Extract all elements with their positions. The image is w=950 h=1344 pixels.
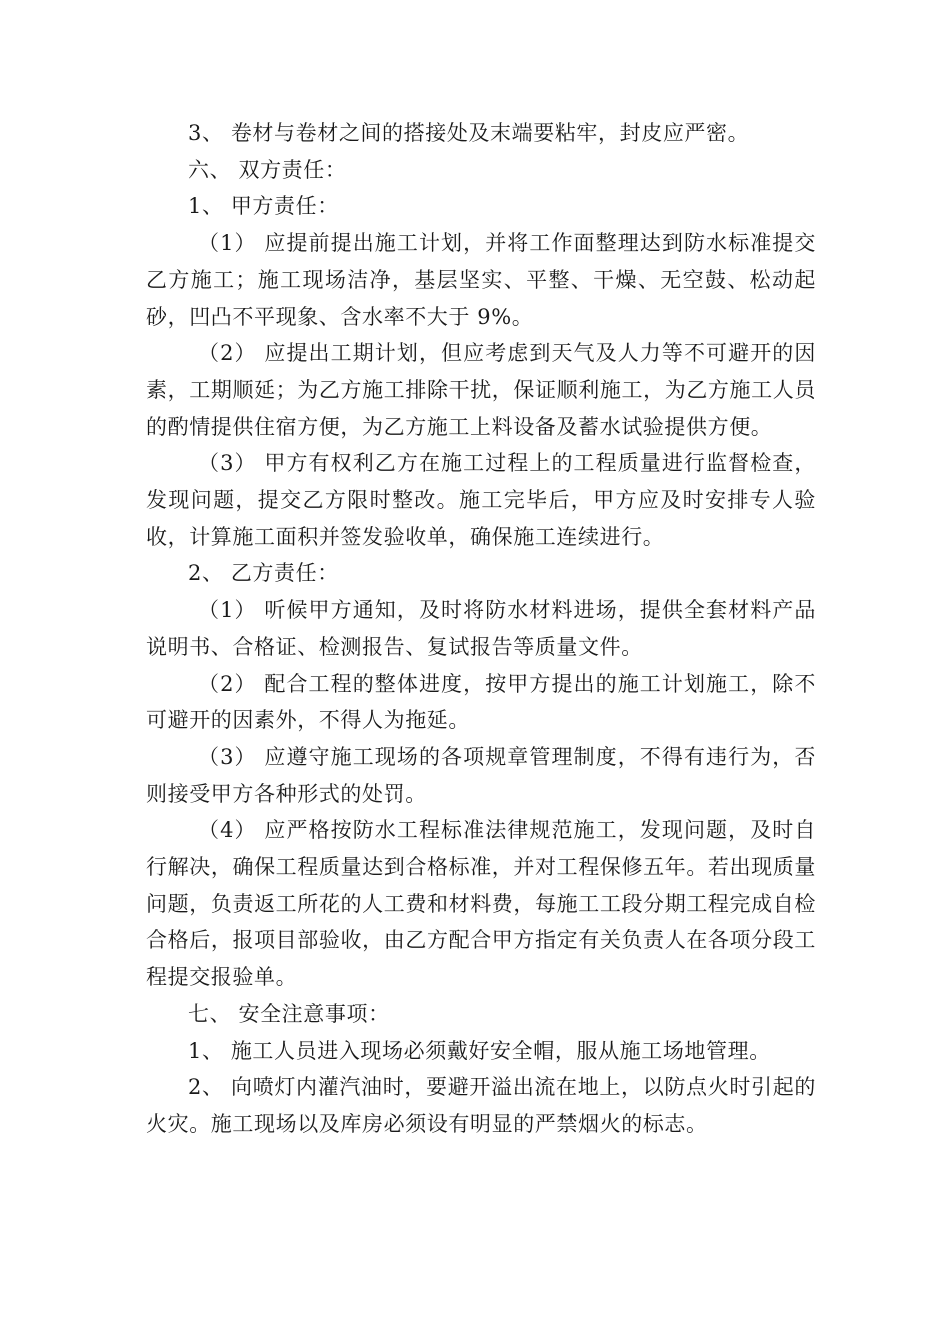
party-b-item-3: （3） 应遵守施工现场的各项规章管理制度，不得有违行为，否则接受甲方各种形式的处罚。 <box>146 744 816 806</box>
party-a-heading: 1、 甲方责任： <box>188 194 339 219</box>
party-a-item-2: （2） 应提出工期计划，但应考虑到天气及人力等不可避开的因素，工期顺延；为乙方施工排除干扰，保证顺利施工，为乙方施工人员的酌情提供住宿方便，为乙方施工上料设备及蓄水试验提供方便。 <box>146 341 816 439</box>
party-a-item-3: （3） 甲方有权利乙方在施工过程上的工程质量进行监督检查，发现问题，提交乙方限时整改。施工完毕后，甲方应及时安排专人验收，计算施工面积并签发验收单，确保施工连续进行。 <box>146 451 816 549</box>
document-body <box>146 115 816 1143</box>
party-b-heading: 2、 乙方责任： <box>188 561 339 586</box>
party-a-item-1: （1） 应提前提出施工计划，并将工作面整理达到防水标准提交乙方施工；施工现场洁净，基层坚实、平整、干燥、无空鼓、松动起砂，凹凸不平现象、含水率不大于 9%。 <box>146 231 816 329</box>
section-7-heading: 七、 安全注意事项： <box>188 1001 390 1026</box>
safety-item-2: 2、 向喷灯内灌汽油时，要避开溢出流在地上，以防点火时引起的火灾。施工现场以及库房必须设有明显的严禁烟火的标志。 <box>146 1075 816 1136</box>
section-6-heading: 六、 双方责任： <box>188 157 347 182</box>
party-b-item-2: （2） 配合工程的整体进度，按甲方提出的施工计划施工，除不可避开的因素外，不得人为拖延。 <box>146 671 816 733</box>
safety-item-1: 1、 施工人员进入现场必须戴好安全帽，服从施工场地管理。 <box>188 1038 771 1063</box>
clause-3-membrane-seams: 3、 卷材与卷材之间的搭接处及末端要粘牢，封皮应严密。 <box>188 121 750 145</box>
party-b-item-1: （1） 听候甲方通知，及时将防水材料进场，提供全套材料产品说明书、合格证、检测报告、复试报告等质量文件。 <box>146 598 816 659</box>
party-b-item-4: （4） 应严格按防水工程标准法律规范施工，发现问题，及时自行解决，确保工程质量达到合格标准，并对工程保修五年。若出现质量问题，负责返工所花的人工费和材料费，每施工工段分期工程完成自检合格后，报项目部验收，由乙方配合甲方指定有关负责人在各项分段工程提交报验单。 <box>146 818 816 990</box>
